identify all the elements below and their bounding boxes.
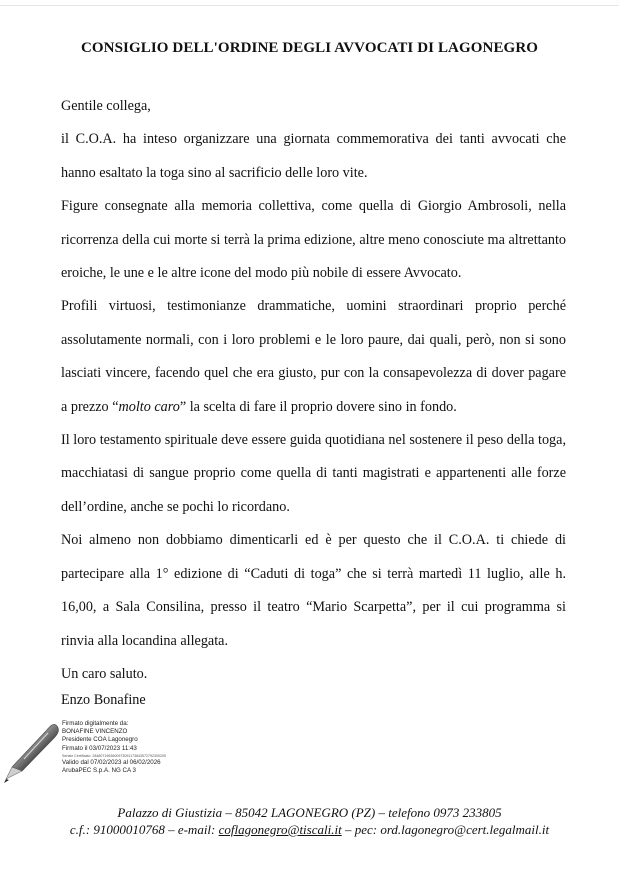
paragraph-3-text-b: ” la scelta di fare il proprio dovere sino in fondo. xyxy=(179,398,457,415)
greeting: Gentile collega, xyxy=(61,98,151,114)
signature-validity: Valido dal 07/02/2023 al 06/02/2026 xyxy=(62,758,161,766)
footer-email-link[interactable]: coflagonegro@tiscali.it xyxy=(218,822,342,837)
paragraph-3-text-a: Profili virtuosi, testimonianze drammatiche, uomini straordinari proprio perché assolutamente normali, con i loro problemi e le loro paure, dai quali, però, non si sono lasciati vincere, facendo quel che era giusto, pur con la consapevolezza di dover pagare a prezzo “ xyxy=(61,298,566,415)
signature-role: Presidente COA Lagonegro xyxy=(62,736,138,744)
footer-pec: – pec: ord.lagonegro@cert.legalmail.it xyxy=(341,822,550,837)
signature-line-1: Firmato digitalmente da: xyxy=(62,720,129,727)
pen-icon xyxy=(2,721,62,785)
signature-date: Firmato il 03/07/2023 11:43 xyxy=(62,744,137,752)
signature-details xyxy=(62,720,166,775)
signature-ca: ArubaPEC S.p.A. NG CA 3 xyxy=(62,767,136,775)
letter-body xyxy=(61,90,566,691)
paragraph-4: Il loro testamento spirituale deve essere guida quotidiana nel sostenere il peso della toga, macchiatasi di sangue proprio come quella di tanti magistrati e appartenenti alle forze dell’ordine, anche se pochi lo ricordano. xyxy=(61,432,566,515)
footer xyxy=(0,804,619,838)
letterhead-title: CONSIGLIO DELL'ORDINE DEGLI AVVOCATI DI LAGONEGRO xyxy=(80,40,539,56)
digital-signature-block xyxy=(0,718,300,788)
emphasis-molto-caro: molto caro xyxy=(118,398,180,415)
page-top-border xyxy=(0,5,619,6)
footer-contacts xyxy=(0,821,619,838)
paragraph-1: il C.O.A. ha inteso organizzare una giornata commemorativa dei tanti avvocati che hanno esaltato la toga sino al sacrificio delle loro vite. xyxy=(61,131,566,181)
closing: Un caro saluto. xyxy=(61,665,148,682)
paragraph-5: Noi almeno non dobbiamo dimenticarli ed è per questo che il C.O.A. ti chiede di partecipare alla 1° edizione di “Caduti di toga” che si terrà martedì 11 luglio, alle h. 16,00, a Sala Consilina, presso il teatro “Mario Scarpetta”, per il cui programma si rinvia alla locandina allegata. xyxy=(61,532,566,649)
footer-address: Palazzo di Giustizia – 85042 LAGONEGRO (PZ) – telefono 0973 233805 xyxy=(117,805,502,820)
signature-signer: BONAFINE VINCENZO xyxy=(62,728,128,736)
paragraph-2: Figure consegnate alla memoria collettiva, come quella di Giorgio Ambrosoli, nella ricorrenza della cui morte si terrà la prima edizione, altre meno conosciute ma altrettanto eroiche, le une e le altre icone del modo più nobile di essere Avvocato. xyxy=(61,198,566,282)
paragraph-3 xyxy=(61,290,566,424)
footer-cf: c.f.: 91000010768 – e-mail: xyxy=(69,822,219,837)
signature-serial: Seriale Certificato: 2848071963600973091173843572792300205 xyxy=(62,753,167,758)
signer-name: Enzo Bonafine xyxy=(61,692,146,708)
